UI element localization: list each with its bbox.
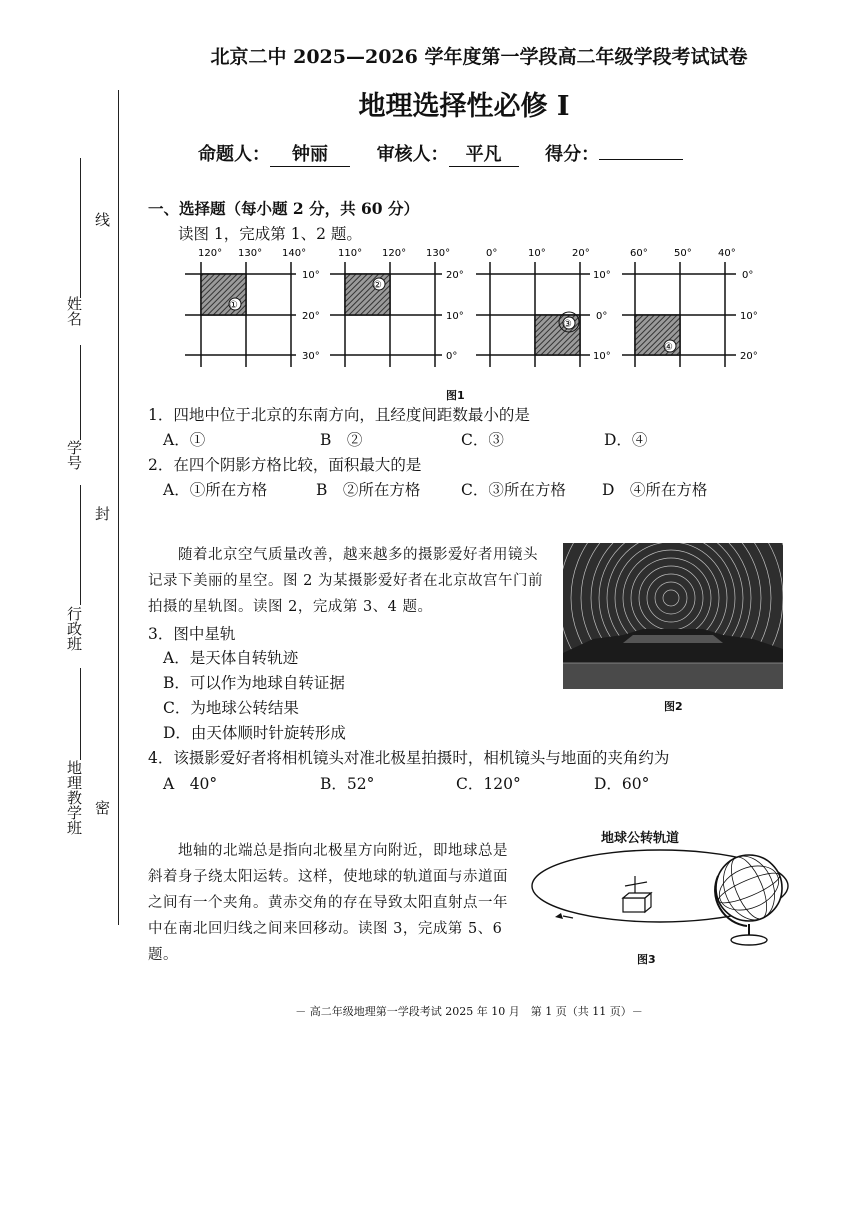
page-footer: － 高二年级地理第一学段考试 2025 年 10 月 第 1 页（共 11 页）－ bbox=[295, 1005, 643, 1018]
binding-label-xian: 线 bbox=[93, 212, 111, 227]
figure1-caption: 图1 bbox=[446, 389, 465, 402]
p1-top-2: 140° bbox=[282, 248, 307, 259]
binding-line bbox=[118, 90, 119, 925]
figure1-grids bbox=[180, 240, 770, 400]
svg-text:④: ④ bbox=[664, 342, 673, 353]
figure2-caption: 图2 bbox=[664, 700, 683, 713]
svg-text:0°: 0° bbox=[446, 351, 458, 362]
svg-text:10°: 10° bbox=[740, 311, 758, 322]
svg-text:130°: 130° bbox=[426, 248, 451, 259]
q3-option-d[interactable]: D．由天体顺时针旋转形成 bbox=[163, 724, 346, 742]
figure1-panel-3 bbox=[476, 248, 611, 367]
geo-class-field-line[interactable] bbox=[80, 668, 81, 760]
q4-option-d[interactable]: D．60° bbox=[594, 775, 650, 793]
passage-star-trails: 随着北京空气质量改善，越来越多的摄影爱好者用镜头记录下美丽的星空。图 2 为某摄影爱好者在北京故宫午门前拍摄的星轨图。读图 2，完成第 3、4 题。 bbox=[148, 547, 543, 615]
svg-text:40°: 40° bbox=[718, 248, 736, 259]
figure1-panel-2 bbox=[330, 248, 464, 367]
figure1-panel-1 bbox=[185, 248, 320, 367]
q3-option-b[interactable]: B．可以作为地球自转证据 bbox=[163, 674, 345, 692]
q2-option-a[interactable]: A．①所在方格 bbox=[163, 481, 268, 499]
p1-top-0: 120° bbox=[198, 248, 223, 259]
authors-line bbox=[198, 140, 683, 167]
q4-option-a[interactable]: A 40° bbox=[163, 775, 218, 793]
svg-text:20°: 20° bbox=[740, 351, 758, 362]
q1-option-b[interactable]: B ② bbox=[320, 431, 363, 449]
class-label: 行政班 bbox=[65, 606, 83, 651]
q4-option-b[interactable]: B．52° bbox=[320, 775, 375, 793]
figure1-panel-4 bbox=[622, 248, 758, 367]
svg-text:0°: 0° bbox=[486, 248, 498, 259]
q3-stem: 3．图中星轨 bbox=[148, 625, 236, 643]
section-heading: 一、选择题（每小题 2 分，共 60 分） bbox=[148, 199, 419, 218]
figure3-orbit-diagram bbox=[525, 846, 795, 956]
school-title: 北京二中 2025—2026 学年度第一学段高二年级学段考试试卷 bbox=[210, 46, 748, 68]
q1-option-a[interactable]: A．① bbox=[163, 431, 206, 449]
svg-text:50°: 50° bbox=[674, 248, 692, 259]
svg-text:110°: 110° bbox=[338, 248, 363, 259]
binding-label-feng: 封 bbox=[93, 506, 111, 521]
svg-text:10°: 10° bbox=[593, 351, 611, 362]
svg-text:20°: 20° bbox=[446, 270, 464, 281]
passage-axial-tilt: 地轴的北端总是指向北极星方向附近，即地球总是斜着身子绕太阳运转。这样，使地球的轨道面与赤道面之间有一个夹角。黄赤交角的存在导致太阳直射点一年中在南北回归线之间来回移动。读图 3，完成第 5、6 题。 bbox=[148, 843, 508, 963]
q1-option-d[interactable]: D．④ bbox=[604, 431, 648, 449]
subject-title: 地理选择性必修 I bbox=[358, 91, 570, 122]
class-field-line[interactable] bbox=[80, 485, 81, 605]
student-id-label: 学号 bbox=[65, 440, 83, 470]
star-trail-photo bbox=[563, 543, 783, 689]
binding-label-mi: 密 bbox=[93, 800, 111, 815]
figure3-title: 地球公转轨道 bbox=[601, 831, 680, 846]
name-label: 姓名 bbox=[65, 296, 83, 326]
q3-option-a[interactable]: A．是天体自转轨迹 bbox=[163, 649, 299, 667]
svg-text:0°: 0° bbox=[742, 270, 754, 281]
q1-stem: 1．四地中位于北京的东南方向，且经度间距数最小的是 bbox=[148, 406, 530, 424]
name-field-line[interactable] bbox=[80, 158, 81, 298]
svg-text:②: ② bbox=[373, 280, 382, 291]
svg-text:0°: 0° bbox=[596, 311, 608, 322]
q2-option-c[interactable]: C．③所在方格 bbox=[461, 481, 566, 499]
q2-stem: 2．在四个阴影方格比较，面积最大的是 bbox=[148, 456, 422, 474]
svg-text:10°: 10° bbox=[446, 311, 464, 322]
geo-class-label: 地理教学班 bbox=[65, 760, 83, 835]
figure1-intro: 读图 1，完成第 1、2 题。 bbox=[178, 225, 362, 243]
q1-option-c[interactable]: C．③ bbox=[461, 431, 504, 449]
student-id-field-line[interactable] bbox=[80, 345, 81, 440]
q4-stem: 4．该摄影爱好者将相机镜头对准北极星拍摄时，相机镜头与地面的夹角约为 bbox=[148, 749, 670, 767]
p1-top-1: 130° bbox=[238, 248, 263, 259]
q2-option-d[interactable]: D ④所在方格 bbox=[602, 481, 708, 499]
reviewer-name: 平凡 bbox=[449, 140, 519, 167]
q2-option-b[interactable]: B ②所在方格 bbox=[316, 481, 421, 499]
q4-option-c[interactable]: C．120° bbox=[456, 775, 521, 793]
author-name: 钟丽 bbox=[270, 140, 350, 167]
svg-text:20°: 20° bbox=[572, 248, 590, 259]
svg-text:60°: 60° bbox=[630, 248, 648, 259]
svg-text:10°: 10° bbox=[528, 248, 546, 259]
svg-text:120°: 120° bbox=[382, 248, 407, 259]
figure3-caption: 图3 bbox=[637, 953, 656, 966]
score-blank[interactable] bbox=[599, 159, 683, 160]
reviewer-label: 审核人： bbox=[376, 144, 449, 165]
p1-side-1: 20° bbox=[302, 311, 320, 322]
svg-text:③: ③ bbox=[563, 319, 572, 330]
svg-text:10°: 10° bbox=[593, 270, 611, 281]
p1-side-0: 10° bbox=[302, 270, 320, 281]
author-label: 命题人： bbox=[198, 144, 270, 165]
q3-option-c[interactable]: C．为地球公转结果 bbox=[163, 699, 299, 717]
p1-side-2: 30° bbox=[302, 351, 320, 362]
score-label: 得分： bbox=[545, 144, 600, 165]
p1-marker: ① bbox=[229, 300, 238, 311]
